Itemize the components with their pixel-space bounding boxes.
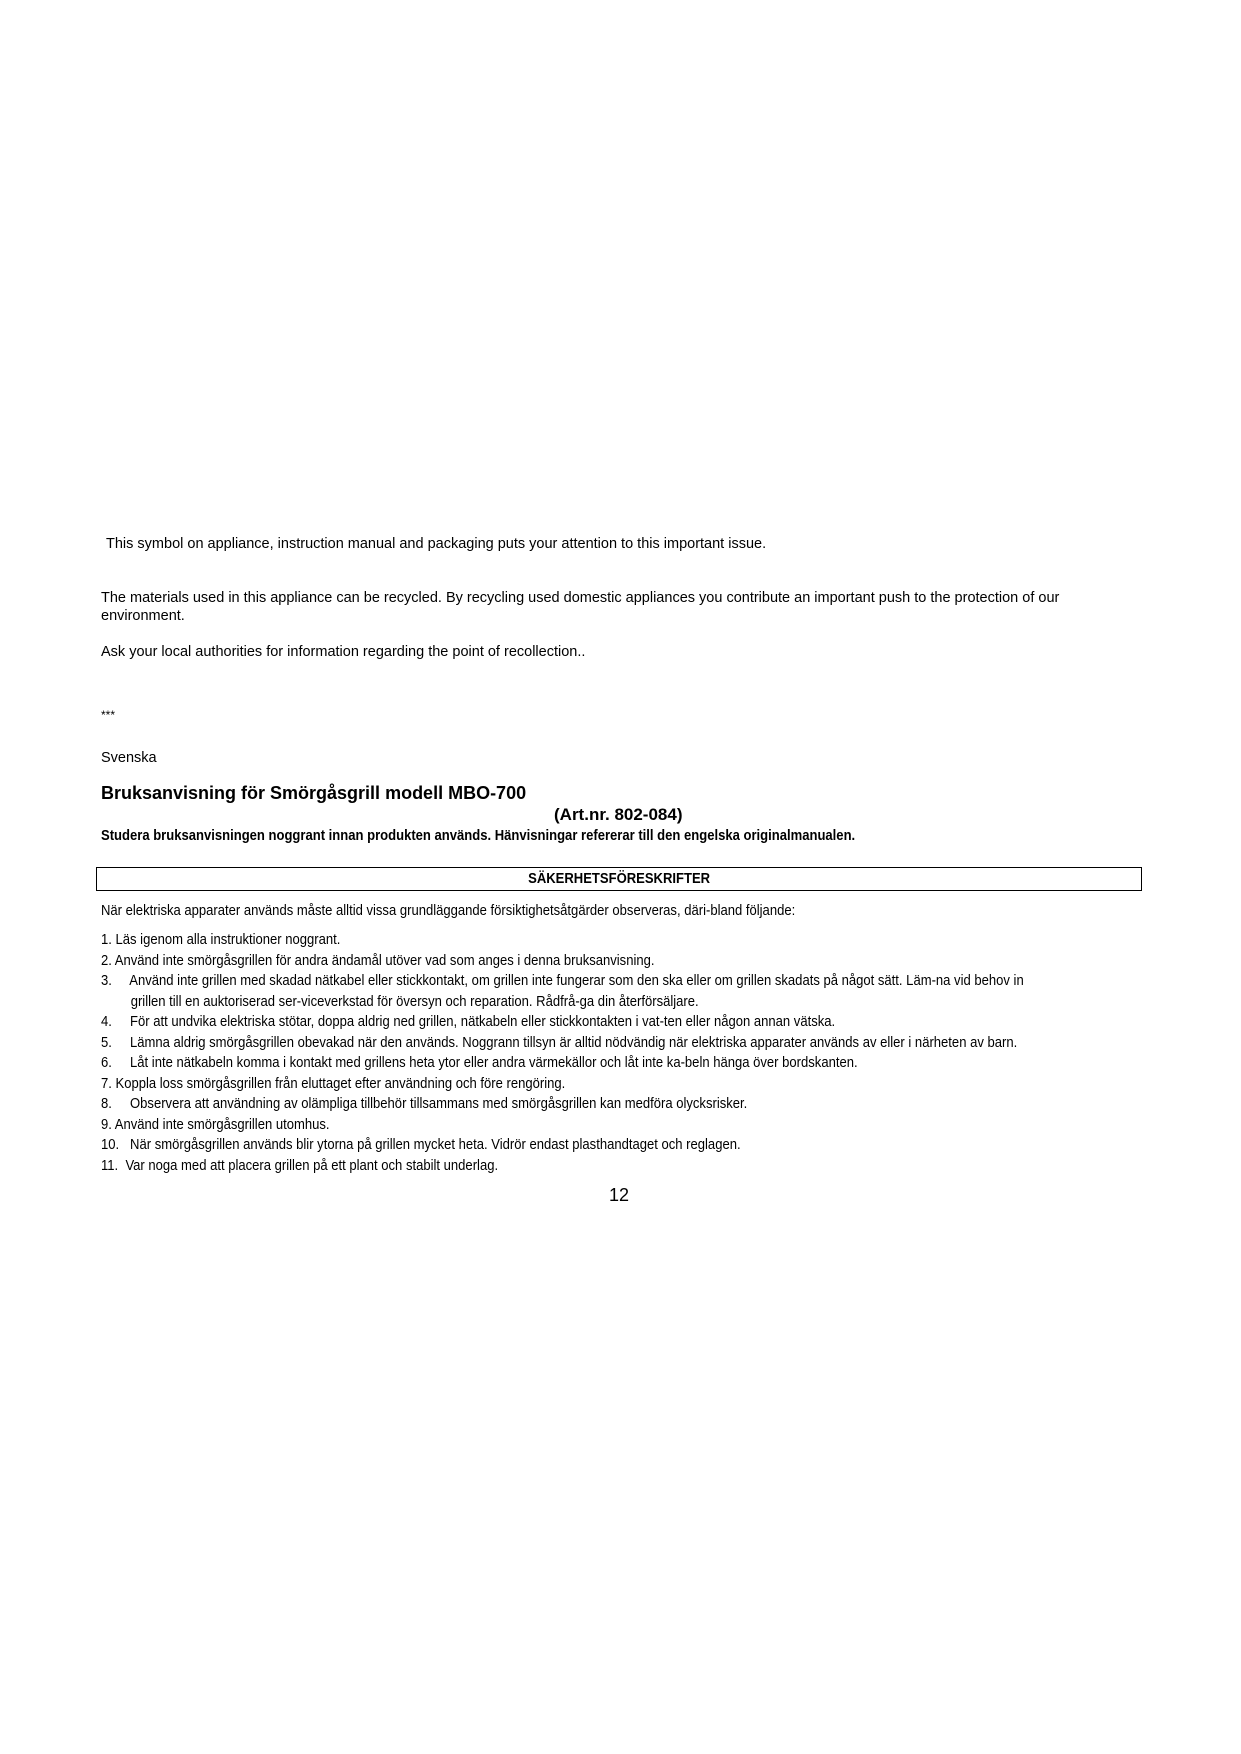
item-text: Lämna aldrig smörgåsgrillen obevakad när den används. Noggrann tillsyn är alltid nödvändig när elektriska apparater används av eller i närheten av barn. xyxy=(130,1034,1018,1051)
list-item xyxy=(101,1156,1127,1177)
item-text: För att undvika elektriska stötar, doppa aldrig ned grillen, nätkabeln eller stickkontakten i vat-ten eller någon annan vätska. xyxy=(130,1014,836,1030)
list-item xyxy=(101,1074,1127,1095)
item-number: 9. xyxy=(101,1116,112,1133)
authorities-notice: Ask your local authorities for information regarding the point of recollection.. xyxy=(101,644,586,660)
item-number: 11. xyxy=(101,1157,119,1174)
language-label: Svenska xyxy=(101,750,157,766)
item-number: 8. xyxy=(101,1096,112,1112)
list-item xyxy=(101,1135,1127,1156)
list-item xyxy=(101,930,1127,951)
item-text: Låt inte nätkabeln komma i kontakt med grillens heta ytor eller andra värmekällor och låt inte ka-beln hänga över bordskanten. xyxy=(130,1055,858,1071)
list-item xyxy=(101,1012,1127,1033)
item-text: Koppla loss smörgåsgrillen från eluttaget efter användning och före rengöring. xyxy=(115,1075,566,1092)
item-number: 6. xyxy=(101,1055,112,1071)
list-item xyxy=(101,1033,1127,1054)
section-heading-box xyxy=(96,867,1142,891)
item-number: 2. xyxy=(101,952,112,969)
item-text: Använd inte smörgåsgrillen för andra ändamål utöver vad som anges i denna bruksanvisning. xyxy=(114,952,655,969)
separator: *** xyxy=(101,708,116,722)
item-number: 1. xyxy=(101,932,112,948)
item-text: Var noga med att placera grillen på ett plant och stabilt underlag. xyxy=(125,1157,499,1174)
manual-title: Bruksanvisning för Smörgåsgrill modell MBO-700 xyxy=(101,783,527,803)
item-text: Observera att användning av olämpliga tillbehör tillsammans med smörgåsgrillen kan medföra olycksrisker. xyxy=(130,1096,748,1112)
list-item xyxy=(101,951,1127,972)
article-number: (Art.nr. 802-084) xyxy=(554,805,683,824)
item-number: 10. xyxy=(101,1137,120,1153)
page-number: 12 xyxy=(609,1185,630,1205)
list-item xyxy=(101,1094,1127,1115)
item-text: Använd inte smörgåsgrillen utomhus. xyxy=(114,1116,330,1133)
section-heading: SÄKERHETSFÖRESKRIFTER xyxy=(528,871,710,887)
item-number: 4. xyxy=(101,1014,112,1030)
manual-subtitle: Studera bruksanvisningen noggrant innan produkten används. Hänvisningar refererar till den engelska originalmanualen. xyxy=(101,828,856,844)
item-text: Läs igenom alla instruktioner noggrant. xyxy=(115,932,341,948)
list-item xyxy=(101,1115,1127,1136)
item-text: Använd inte grillen med skadad nätkabel eller stickkontakt, om grillen inte fungerar som den ska eller om grillen skadats på något sätt. Läm-na vid behov in xyxy=(129,973,1024,989)
item-number: 5. xyxy=(101,1034,112,1051)
item-number: 7. xyxy=(101,1075,112,1092)
item-text-continued: grillen till en auktoriserad ser-viceverkstad för översyn och reparation. Rådfrå-ga din återförsäljare. xyxy=(130,993,699,1010)
recycle-notice: The materials used in this appliance can be recycled. By recycling used domestic appliances you contribute an important push to the protection of our environment. xyxy=(101,590,1060,624)
safety-list xyxy=(101,930,1241,1176)
item-number: 3. xyxy=(101,973,112,989)
item-text: När smörgåsgrillen används blir ytorna på grillen mycket heta. Vidrör endast plasthandtaget och reglagen. xyxy=(130,1137,741,1153)
list-item xyxy=(101,1053,1127,1074)
safety-intro: När elektriska apparater används måste alltid vissa grundläggande försiktighetsåtgärder observeras, däri-bland följande: xyxy=(101,903,796,919)
symbol-notice: This symbol on appliance, instruction manual and packaging puts your attention to this important issue. xyxy=(106,536,767,552)
list-item xyxy=(101,971,1127,1012)
